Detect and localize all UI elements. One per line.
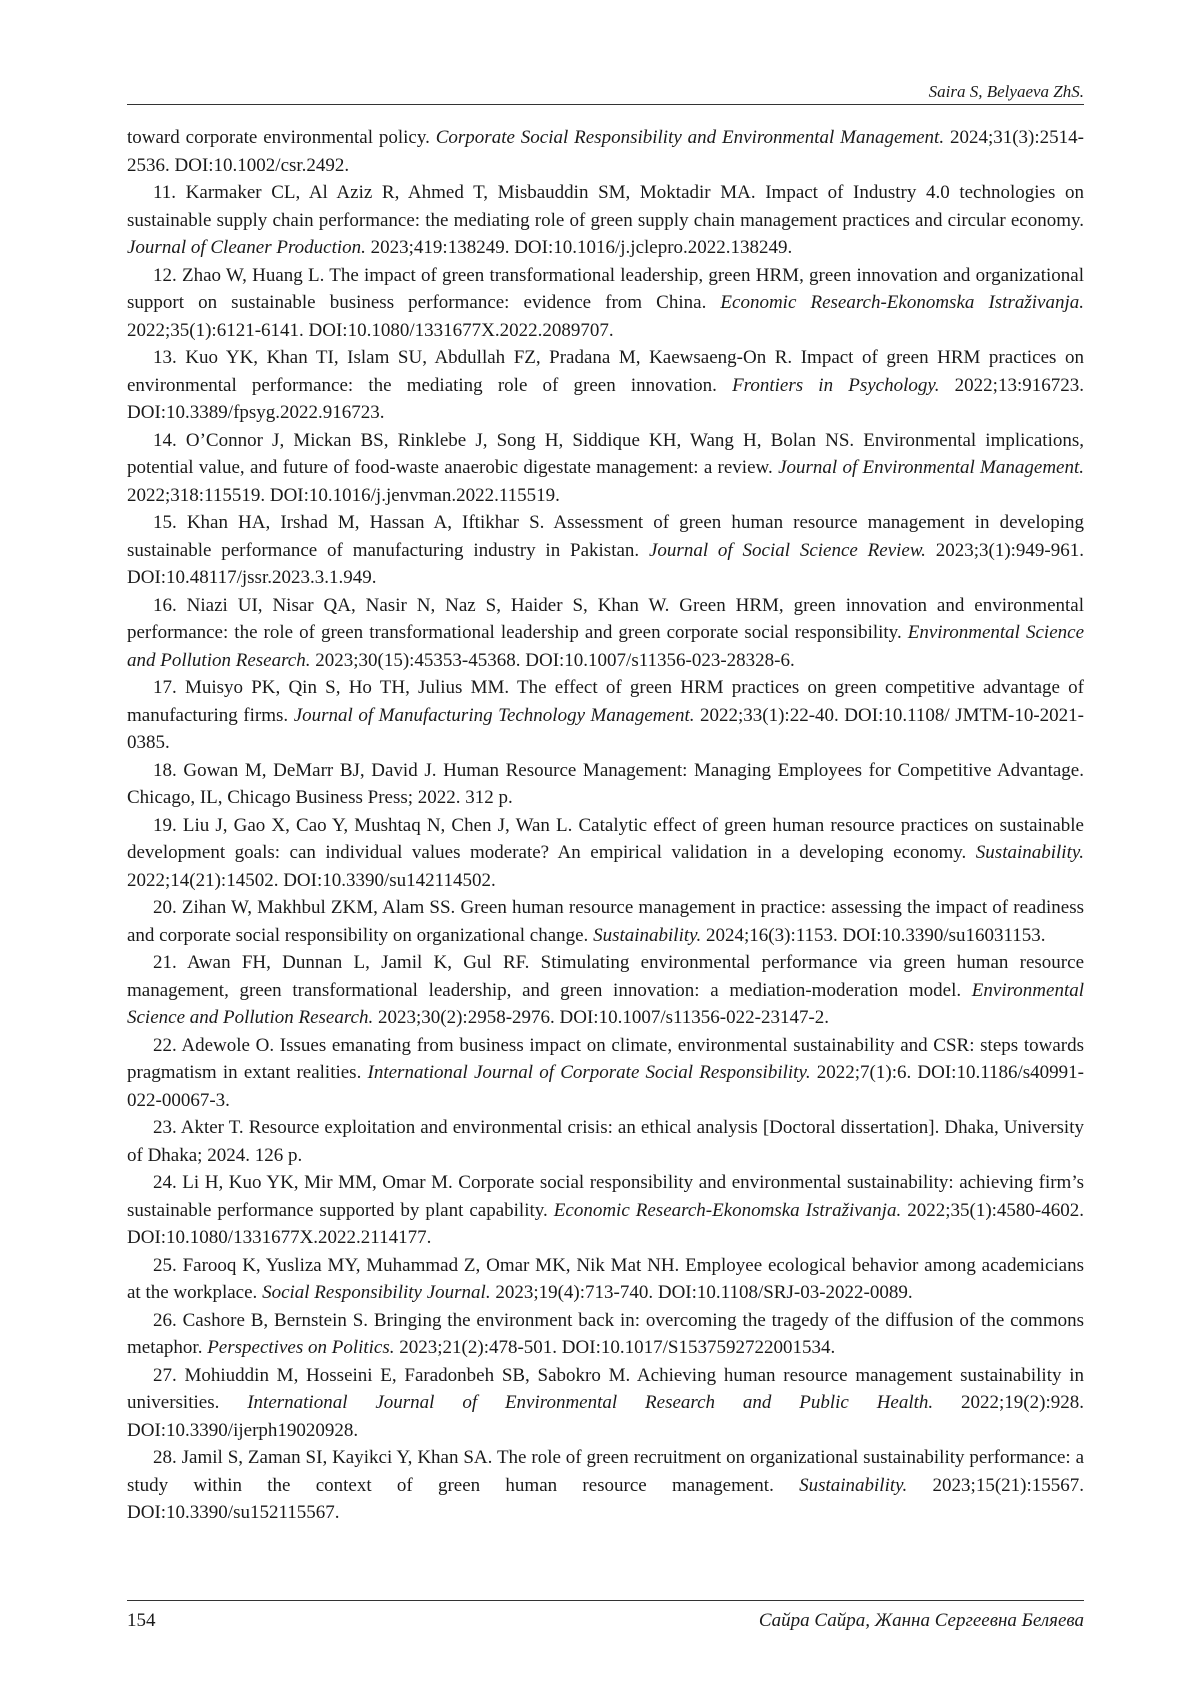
reference-details: 2022;19(2):928. DOI:10.3390/ijerph19020928. — [127, 1392, 1084, 1441]
reference-item — [127, 894, 1084, 949]
reference-number: 12. — [153, 264, 177, 286]
reference-number: 17. — [153, 677, 177, 698]
reference-item — [127, 179, 1084, 262]
reference-authors-title: Mohiuddin M, Hosseini E, Faradonbeh SB, Sabokro M. Achieving human resource management sustainability in universities. — [127, 1364, 1084, 1413]
reference-item — [127, 1444, 1084, 1527]
reference-details: 2023;419:138249. DOI:10.1016/j.jclepro.2022.138249. — [365, 237, 793, 258]
reference-authors-title: Akter T. Resource exploitation and environmental crisis: an ethical analysis [Doctoral dissertation]. Dhaka, University of Dhaka; 2024. 126 p. — [127, 1117, 1084, 1166]
reference-details: 2024;31(3):2514-2536. DOI:10.1002/csr.2492. — [127, 127, 1084, 176]
reference-number: 16. — [153, 594, 177, 616]
reference-details: 2022;33(1):22-40. DOI:10.1108/ JMTM-10-2021-0385. — [127, 704, 1084, 753]
reference-journal: Economic Research-Ekonomska Istraživanja. — [553, 1199, 902, 1221]
reference-item — [127, 949, 1084, 1032]
page-footer — [127, 1606, 1084, 1636]
reference-details: 2023;15(21):15567. DOI:10.3390/su152115567. — [127, 1474, 1084, 1523]
reference-journal: Frontiers in Psychology. — [732, 374, 940, 396]
reference-item — [127, 344, 1084, 427]
reference-authors-title: Gowan M, DeMarr BJ, David J. Human Resource Management: Managing Employees for Competitive Advantage. Chicago, IL, Chicago Business Press; 2022. 312 p. — [127, 759, 1084, 808]
reference-authors-title: Jamil S, Zaman SI, Kayikci Y, Khan SA. The role of green recruitment on organizational sustainability performance: a study within the context of green human resource management. — [127, 1447, 1084, 1496]
reference-authors-title: Cashore B, Bernstein S. Bringing the environment back in: overcoming the tragedy of the diffusion of the commons metaphor. — [127, 1309, 1084, 1358]
reference-number: 22. — [153, 1034, 177, 1056]
reference-authors-title: Niazi UI, Nisar QA, Nasir N, Naz S, Haider S, Khan W. Green HRM, green innovation and environmental performance: the role of green transformational leadership and green corporate social responsibility. — [127, 594, 1084, 643]
reference-details: 2023;30(2):2958-2976. DOI:10.1007/s11356-022-23147-2. — [373, 1007, 830, 1028]
reference-details: 2022;35(1):4580-4602. DOI:10.1080/1331677X.2022.2114177. — [127, 1199, 1085, 1248]
reference-journal: Perspectives on Politics. — [207, 1337, 395, 1358]
reference-authors-title: Muisyo PK, Qin S, Ho TH, Julius MM. The effect of green HRM practices on green competitive advantage of manufacturing firms. — [127, 677, 1084, 726]
reference-details: 2023;19(4):713-740. DOI:10.1108/SRJ-03-2022-0089. — [490, 1282, 913, 1303]
reference-authors-title: Zhao W, Huang L. The impact of green transformational leadership, green HRM, green innovation and organizational support on sustainable business performance: evidence from China. — [127, 264, 1084, 313]
reference-details: 2022;14(21):14502. DOI:10.3390/su142114502. — [127, 869, 496, 891]
reference-journal: Economic Research-Ekonomska Istraživanja. — [720, 292, 1084, 313]
reference-journal: Corporate Social Responsibility and Environmental Management. — [435, 127, 945, 148]
reference-item — [127, 757, 1084, 812]
reference-item — [127, 1252, 1084, 1307]
reference-authors-title: Zihan W, Makhbul ZKM, Alam SS. Green human resource management in practice: assessing the impact of readiness and corporate social responsibility on organizational change. — [127, 897, 1084, 946]
reference-item — [127, 1307, 1084, 1362]
reference-item — [127, 1362, 1084, 1445]
reference-item — [127, 1169, 1084, 1252]
reference-item — [127, 509, 1084, 592]
reference-authors-title: Khan HA, Irshad M, Hassan A, Iftikhar S. Assessment of green human resource management in developing sustainable performance of manufacturing industry in Pakistan. — [127, 512, 1084, 561]
reference-item — [127, 592, 1084, 675]
reference-number: 20. — [153, 897, 177, 918]
reference-number: 23. — [153, 1117, 177, 1138]
reference-item — [127, 1032, 1084, 1115]
reference-journal: Journal of Environmental Management. — [778, 457, 1085, 478]
reference-authors-title: Awan FH, Dunnan L, Jamil K, Gul RF. Stimulating environmental performance via green human resource management, green transformational leadership, and green innovation: a mediation-moderation model. — [127, 952, 1084, 1001]
reference-number: 26. — [153, 1309, 177, 1331]
reference-authors-title: Kuo YK, Khan TI, Islam SU, Abdullah FZ, Pradana M, Kaewsaeng-On R. Impact of green HRM practices on environmental performance: the mediating role of green innovation. — [127, 347, 1084, 396]
reference-details: 2023;21(2):478-501. DOI:10.1017/S1537592722001534. — [394, 1337, 836, 1358]
header-rule — [127, 104, 1084, 105]
reference-journal: Environmental Science and Pollution Research. — [127, 622, 1084, 671]
reference-journal: International Journal of Environmental Research and Public Health. — [247, 1392, 934, 1413]
footer-authors: Сайра Сайра, Жанна Сергеевна Беляева — [758, 1610, 1084, 1631]
reference-authors-title: O’Connor J, Mickan BS, Rinklebe J, Song H, Siddique KH, Wang H, Bolan NS. Environmental implications, potential value, and future of food-waste anaerobic digestate management: a review. — [127, 429, 1084, 478]
reference-number: 19. — [153, 814, 177, 836]
reference-number: 13. — [153, 347, 177, 368]
reference-number: 15. — [153, 512, 177, 533]
reference-number: 11. — [153, 182, 177, 203]
page-number: 154 — [127, 1610, 156, 1631]
reference-authors-title: toward corporate environmental policy. — [127, 127, 436, 148]
reference-number: 25. — [153, 1254, 177, 1276]
reference-authors-title: Karmaker CL, Al Aziz R, Ahmed T, Misbauddin SM, Moktadir MA. Impact of Industry 4.0 technologies on sustainable supply chain performance: the mediating role of green supply chain management practices and circular economy. — [127, 182, 1084, 231]
reference-details: 2023;30(15):45353-45368. DOI:10.1007/s11356-023-28328-6. — [310, 649, 795, 671]
reference-item — [127, 674, 1084, 757]
reference-details: 2024;16(3):1153. DOI:10.3390/su16031153. — [701, 924, 1046, 946]
reference-number: 14. — [153, 429, 177, 451]
footer-rule — [127, 1600, 1084, 1601]
reference-details: 2022;318:115519. DOI:10.1016/j.jenvman.2022.115519. — [127, 484, 560, 506]
reference-journal: Social Responsibility Journal. — [262, 1282, 491, 1303]
reference-authors-title: Farooq K, Yusliza MY, Muhammad Z, Omar MK, Nik Mat NH. Employee ecological behavior among academicians at the workplace. — [127, 1254, 1084, 1303]
reference-number: 24. — [153, 1172, 177, 1193]
reference-journal: Environmental Science and Pollution Research. — [127, 979, 1084, 1028]
reference-details: 2023;3(1):949-961. DOI:10.48117/jssr.2023.3.1.949. — [127, 539, 1085, 588]
reference-journal: Sustainability. — [975, 842, 1084, 863]
reference-item — [127, 1114, 1084, 1169]
reference-item — [127, 812, 1084, 895]
reference-authors-title: Adewole O. Issues emanating from business impact on climate, environmental sustainability and CSR: steps towards pragmatism in extant realities. — [127, 1034, 1084, 1083]
reference-details: 2022;13:916723. DOI:10.3389/fpsyg.2022.916723. — [127, 374, 1084, 423]
reference-journal: Sustainability. — [799, 1474, 908, 1496]
reference-number: 21. — [153, 952, 177, 973]
reference-item — [127, 427, 1084, 510]
reference-journal: Journal of Social Science Review. — [649, 539, 926, 561]
reference-number: 18. — [153, 759, 177, 781]
reference-list — [127, 124, 1084, 1527]
reference-authors-title: Li H, Kuo YK, Mir MM, Omar M. Corporate social responsibility and environmental sustainability: achieving firm’s sustainable performance supported by plant capability. — [127, 1172, 1084, 1221]
reference-details: 2022;7(1):6. DOI:10.1186/s40991-022-00067-3. — [127, 1062, 1084, 1111]
reference-authors-title: Liu J, Gao X, Cao Y, Mushtaq N, Chen J, Wan L. Catalytic effect of green human resource practices on sustainable development goals: can individual values moderate? An empirical validation in a developing economy. — [127, 814, 1084, 863]
reference-number: 27. — [153, 1364, 177, 1386]
reference-journal: Journal of Cleaner Production. — [127, 237, 366, 258]
reference-journal: Sustainability. — [593, 924, 702, 946]
reference-item — [127, 124, 1084, 179]
reference-details: 2022;35(1):6121-6141. DOI:10.1080/1331677X.2022.2089707. — [127, 319, 614, 341]
reference-number: 28. — [153, 1447, 177, 1468]
reference-journal: International Journal of Corporate Social Responsibility. — [367, 1062, 811, 1083]
reference-item — [127, 262, 1084, 345]
running-head: Saira S, Belyaeva ZhS. — [928, 82, 1084, 101]
reference-journal: Journal of Manufacturing Technology Management. — [293, 704, 695, 726]
